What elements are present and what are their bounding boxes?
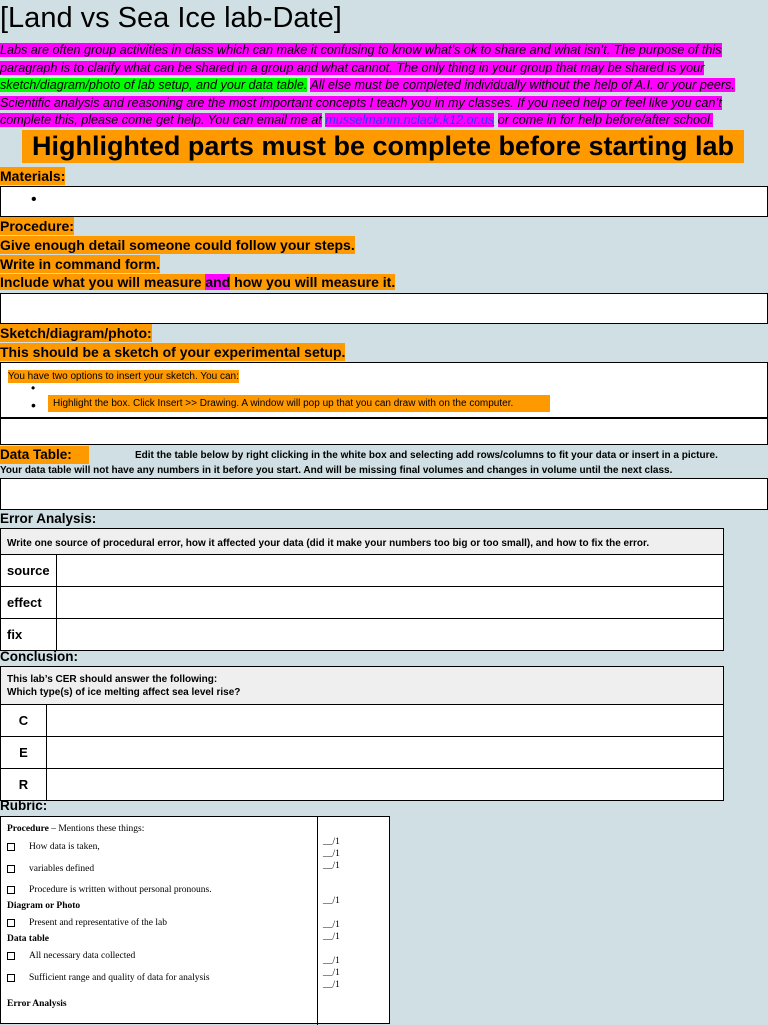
- intro-part-4: or come in for help before/after school.: [497, 113, 714, 128]
- rubric-item-variables: variables defined: [7, 864, 94, 874]
- sketch-option-2-highlight: [48, 395, 550, 412]
- error-fix-cell[interactable]: [57, 619, 724, 651]
- rubric-item-pronouns: Procedure is written without personal pronouns.: [7, 885, 212, 895]
- intro-part-2: sketch/diagram/photo of lab setup, and your data table.: [0, 78, 308, 93]
- error-row-source-label: source: [1, 555, 57, 587]
- highlight-banner: Highlighted parts must be complete before starting lab: [22, 130, 744, 163]
- checkbox-icon[interactable]: [7, 952, 15, 960]
- rubric-label: Rubric:: [0, 798, 48, 813]
- score-blank[interactable]: __/1: [323, 837, 340, 847]
- score-blank[interactable]: __/1: [323, 932, 340, 942]
- error-source-cell[interactable]: [57, 555, 724, 587]
- score-blank[interactable]: __/1: [323, 849, 340, 859]
- teacher-email-link[interactable]: musselmanm.nclack.k12.or.us: [325, 113, 495, 128]
- error-analysis-header: Write one source of procedural error, how it affected your data (did it make your numbers too big or too small), and how to fix the error.: [1, 529, 724, 555]
- sketch-option-2: Highlight the box. Click Insert >> Drawing. A window will pop up that you can draw with on the computer.: [53, 398, 514, 409]
- checkbox-icon[interactable]: [7, 919, 15, 927]
- rubric-item-data-taken: How data is taken,: [7, 842, 100, 852]
- sketch-sub-label: This should be a sketch of your experimental setup.: [0, 344, 346, 360]
- rubric-item-range: Sufficient range and quality of data for analysis: [7, 973, 210, 983]
- rubric-diagram-heading: Diagram or Photo: [7, 901, 81, 911]
- sketch-options-text: You have two options to insert your sketch. You can:: [8, 371, 239, 382]
- procedure-box[interactable]: [0, 293, 768, 324]
- rubric-error-heading: Error Analysis: [7, 999, 67, 1009]
- rubric-data-heading: Data table: [7, 934, 49, 944]
- conclusion-header: This lab’s CER should answer the following: Which type(s) of ice melting affect sea level rise?: [1, 667, 724, 705]
- procedure-line-3: Include what you will measure and how you will measure it.: [0, 274, 396, 290]
- sketch-instructions-box: [0, 362, 768, 418]
- checkbox-icon[interactable]: [7, 974, 15, 982]
- cer-reasoning-cell[interactable]: [47, 769, 724, 801]
- rubric-item-present: Present and representative of the lab: [7, 918, 167, 928]
- intro-part-3: All else must be completed individually without the help of A.I. or your peers. Scientific analysis and reasoning are the most important concepts I teach you in my classes. If you need help or feel like you can’t complete this, please come get help. You can email me at: [0, 78, 735, 128]
- checkbox-icon[interactable]: [7, 843, 15, 851]
- procedure-line-2: Write in command form.: [0, 256, 160, 272]
- error-effect-cell[interactable]: [57, 587, 724, 619]
- conclusion-label: Conclusion:: [0, 649, 78, 664]
- checkbox-icon[interactable]: [7, 865, 15, 873]
- intro-paragraph: [0, 42, 762, 130]
- score-blank[interactable]: __/1: [323, 968, 340, 978]
- sketch-box[interactable]: [0, 418, 768, 445]
- page-title: [Land vs Sea Ice lab-Date]: [0, 2, 342, 34]
- conclusion-table: [0, 666, 724, 801]
- data-table-note: Your data table will not have any numbers in it before you start. And will be missing final volumes and changes in volume until the next class.: [0, 465, 673, 476]
- error-row-effect-label: effect: [1, 587, 57, 619]
- cer-evidence-label: E: [1, 737, 47, 769]
- materials-label: Materials:: [0, 168, 66, 184]
- rubric-procedure-heading: Procedure – Mentions these things:: [7, 824, 145, 834]
- score-blank[interactable]: __/1: [323, 956, 340, 966]
- error-row-fix-label: fix: [1, 619, 57, 651]
- rubric-divider: [317, 817, 318, 1025]
- error-analysis-label: Error Analysis:: [0, 511, 97, 526]
- materials-bullet: •: [31, 191, 37, 208]
- cer-reasoning-label: R: [1, 769, 47, 801]
- score-blank[interactable]: __/1: [323, 896, 340, 906]
- data-table-instructions: Edit the table below by right clicking in the white box and selecting add rows/columns to fit your data or insert in a picture.: [135, 450, 718, 461]
- data-table-label: Data Table:: [0, 446, 89, 464]
- cer-evidence-cell[interactable]: [47, 737, 724, 769]
- sketch-bullet-2: •: [31, 397, 36, 413]
- cer-claim-label: C: [1, 705, 47, 737]
- procedure-line-1: Give enough detail someone could follow your steps.: [0, 237, 355, 253]
- score-blank[interactable]: __/1: [323, 920, 340, 930]
- rubric-table: [0, 816, 390, 1024]
- materials-box[interactable]: [0, 186, 768, 217]
- sketch-bullet-1: •: [31, 381, 36, 395]
- score-blank[interactable]: __/1: [323, 861, 340, 871]
- intro-part-1: Labs are often group activities in class which can make it confusing to know what’s ok to share and what isn’t. The purpose of this paragraph is to clarify what can be shared in a group and what cannot. The only thing in your group that may be shared is your: [0, 43, 722, 75]
- sketch-label: Sketch/diagram/photo:: [0, 325, 152, 341]
- cer-claim-cell[interactable]: [47, 705, 724, 737]
- data-table-box[interactable]: [0, 478, 768, 510]
- rubric-item-all-data: All necessary data collected: [7, 951, 135, 961]
- checkbox-icon[interactable]: [7, 886, 15, 894]
- score-blank[interactable]: __/1: [323, 980, 340, 990]
- error-analysis-table: [0, 528, 724, 651]
- procedure-label: Procedure:: [0, 218, 74, 234]
- emphasis-and: and: [205, 274, 231, 290]
